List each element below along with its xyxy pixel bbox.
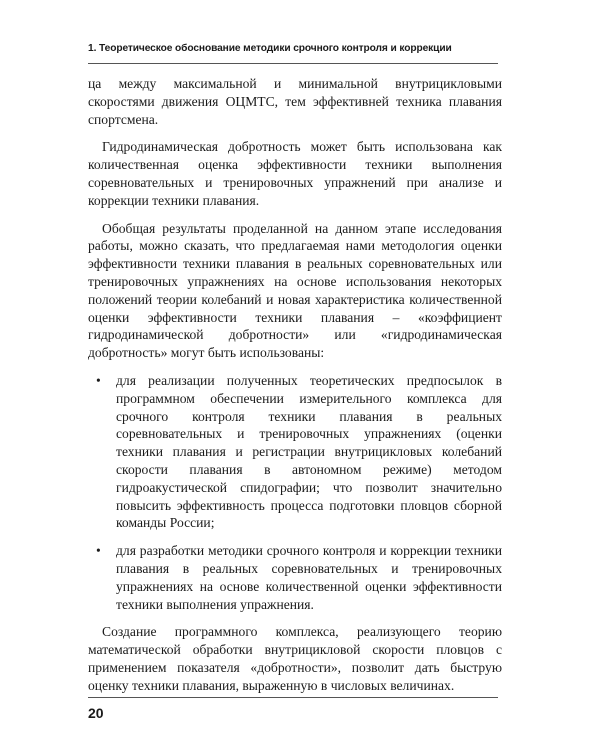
bullet-marker: • (96, 372, 101, 388)
list-item-text: для реализации полученных теоретических предпосылок в программном обеспечении измерительного комплекса для срочного контроля техники плавания в реальных соревновательных и тренировочных упражнениях (оценки техники плавания и регистрации внутрицикловых колебаний скорости плавания в автономном режиме) методом гидроакустической спидографии; что позволит значительно повысить эффективность процесса подготовки пловцов сборной команды России; (116, 372, 502, 531)
list-item-text: для разработки методики срочного контроля и коррекции техники плавания в реальных соревновательных и тренировочных упражнениях на основе количественной оценки эффективности техники выполнения упражнения. (116, 543, 502, 612)
paragraph-continued: ца между максимальной и минимальной внутрицикловыми скоростями движения ОЦМТС, тем эффективней техника плавания спортсмена. (88, 76, 502, 127)
paragraph-summary: Обобщая результаты проделанной на данном этапе исследования работы, можно сказать, что предлагаемая нами методология оценки эффективности техники плавания в реальных соревновательных или тренировочных упражнениях на основе использования некоторых положений теории колебаний и новая характеристика количественной оценки эффективности техники плавания – «коэффициент гидродинамической добротности» или «гидродинамическая добротность» могут быть использованы: (88, 220, 502, 361)
footer-rule (88, 697, 498, 698)
paragraph-closing: Создание программного комплекса, реализующего теорию математической обработки внутрицикловой скорости пловцов с применением показателя «добротности», позволит дать быструю оценку техники плавания, выраженную в числовых величинах. (88, 624, 502, 693)
list-item (96, 542, 502, 613)
page-body (88, 75, 502, 705)
running-header: 1. Теоретическое обоснование методики срочного контроля и коррекции (88, 43, 452, 54)
header-rule (88, 63, 498, 64)
list-item (96, 372, 502, 532)
paragraph-hydrodynamic-quality: Гидродинамическая добротность может быть использована как количественная оценка эффективности техники выполнения соревновательных и тренировочных упражнений при анализе и коррекции техники плавания. (88, 139, 502, 208)
bullet-list (88, 372, 502, 613)
bullet-marker: • (96, 543, 101, 559)
page-number: 20 (88, 705, 104, 721)
